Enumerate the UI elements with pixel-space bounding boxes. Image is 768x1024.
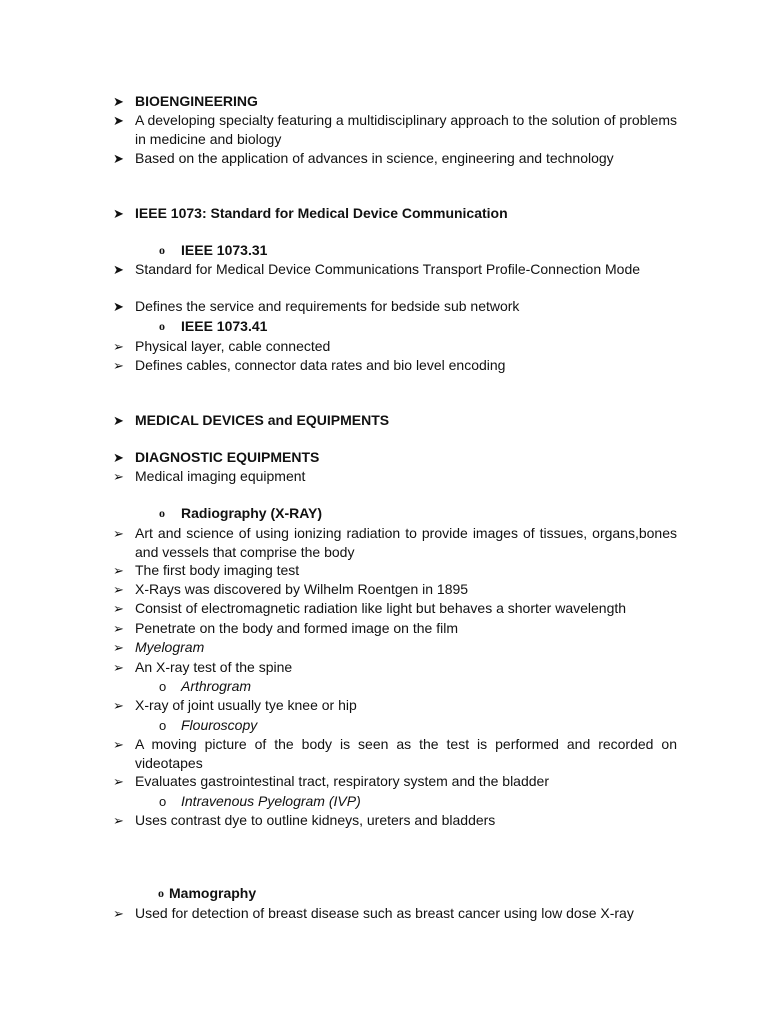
circle-bullet-icon: o xyxy=(159,506,165,520)
list-item xyxy=(113,811,677,830)
bullet-arrow-icon: ➤ xyxy=(113,206,124,221)
bullet-arrow-outline-icon: ➢ xyxy=(113,640,124,655)
subheading-text: Arthrogram xyxy=(181,678,252,694)
list-item-text: X-ray of joint usually tye knee or hip xyxy=(135,697,357,713)
circle-bullet-icon: o xyxy=(159,319,165,333)
list-item xyxy=(113,619,677,638)
bullet-arrow-outline-icon: ➢ xyxy=(113,698,124,713)
bullet-arrow-outline-icon: ➢ xyxy=(113,339,124,354)
list-item-text: Physical layer, cable connected xyxy=(135,338,331,354)
subheading-text: Flouroscopy xyxy=(181,717,258,733)
heading-ieee-1073 xyxy=(113,204,677,223)
subheading-text: Intravenous Pyelogram (IVP) xyxy=(181,793,361,809)
bullet-arrow-icon: ➤ xyxy=(113,262,124,277)
subheading-text: IEEE 1073.41 xyxy=(181,318,268,334)
list-item-text: X-Rays was discovered by Wilhelm Roentgen in 1895 xyxy=(135,581,469,597)
list-item-text: Used for detection of breast disease such as breast cancer using low dose X-ray xyxy=(135,905,634,921)
list-item-text: Evaluates gastrointestinal tract, respiratory system and the bladder xyxy=(135,773,549,789)
list-item-myelogram xyxy=(113,638,677,657)
list-item-text: Defines the service and requirements for bedside sub network xyxy=(135,298,520,314)
list-item xyxy=(113,297,677,316)
subheading-ieee-1073-31 xyxy=(159,241,267,260)
list-item xyxy=(113,561,677,580)
bullet-arrow-outline-icon: ➢ xyxy=(113,601,124,616)
bullet-arrow-outline-icon: ➢ xyxy=(113,660,124,675)
list-item-text: Myelogram xyxy=(135,639,205,655)
heading-text: MEDICAL DEVICES and EQUIPMENTS xyxy=(135,412,390,428)
list-item-text: Medical imaging equipment xyxy=(135,468,306,484)
subheading-flouroscopy xyxy=(159,716,257,735)
heading-medical-devices xyxy=(113,411,677,430)
circle-bullet-icon: o xyxy=(159,243,165,257)
subheading-ieee-1073-41 xyxy=(159,317,267,336)
bullet-arrow-outline-icon: ➢ xyxy=(113,906,124,921)
list-item xyxy=(113,524,677,562)
list-item xyxy=(113,580,677,599)
list-item xyxy=(113,696,677,715)
bullet-arrow-icon: ➤ xyxy=(113,151,124,166)
list-item xyxy=(113,111,677,149)
bullet-arrow-outline-icon: ➢ xyxy=(113,358,124,373)
circle-bullet-icon: o xyxy=(159,679,167,694)
circle-bullet-icon: o xyxy=(159,794,167,809)
list-item xyxy=(113,658,677,677)
list-item xyxy=(113,356,677,375)
subheading-radiography xyxy=(159,504,322,523)
bullet-arrow-outline-icon: ➢ xyxy=(113,813,124,828)
list-item xyxy=(113,599,677,618)
bullet-arrow-icon: ➤ xyxy=(113,450,124,465)
bullet-arrow-outline-icon: ➢ xyxy=(113,582,124,597)
list-item-text: Uses contrast dye to outline kidneys, ureters and bladders xyxy=(135,812,496,828)
bullet-arrow-icon: ➤ xyxy=(113,299,124,314)
list-item-text: Art and science of using ionizing radiation to provide images of tissues, organs,bones and vessels that comprise the body xyxy=(135,525,677,560)
list-item xyxy=(113,772,677,791)
bullet-arrow-outline-icon: ➢ xyxy=(113,526,124,541)
bullet-arrow-outline-icon: ➢ xyxy=(113,621,124,636)
list-item-text: An X-ray test of the spine xyxy=(135,659,293,675)
bullet-arrow-icon: ➤ xyxy=(113,94,124,109)
subheading-arthrogram xyxy=(159,677,251,696)
circle-bullet-icon: o xyxy=(159,718,167,733)
heading-text: BIOENGINEERING xyxy=(135,93,258,109)
bullet-arrow-icon: ➤ xyxy=(113,113,124,128)
subheading-ivp xyxy=(159,792,361,811)
list-item xyxy=(113,260,677,279)
subheading-text: Radiography (X-RAY) xyxy=(181,505,323,521)
bullet-arrow-icon: ➤ xyxy=(113,413,124,428)
list-item-text: The first body imaging test xyxy=(135,562,300,578)
list-item-text: Defines cables, connector data rates and bio level encoding xyxy=(135,357,506,373)
bullet-arrow-outline-icon: ➢ xyxy=(113,737,124,752)
list-item-text: A moving picture of the body is seen as the test is performed and recorded on videotapes xyxy=(135,736,677,771)
heading-diagnostic-equipments xyxy=(113,448,677,467)
heading-bioengineering xyxy=(113,92,677,111)
bullet-arrow-outline-icon: ➢ xyxy=(113,774,124,789)
list-item-text: Based on the application of advances in science, engineering and technology xyxy=(135,150,614,166)
list-item xyxy=(113,904,677,923)
subheading-text: IEEE 1073.31 xyxy=(181,242,268,258)
circle-bullet-icon: o xyxy=(158,886,164,900)
list-item xyxy=(113,337,677,356)
bullet-arrow-outline-icon: ➢ xyxy=(113,563,124,578)
list-item xyxy=(113,149,677,168)
list-item xyxy=(113,735,677,773)
list-item-text: Consist of electromagnetic radiation like light but behaves a shorter wavelength xyxy=(135,600,627,616)
list-item-text: Standard for Medical Device Communications Transport Profile-Connection Mode xyxy=(135,261,641,277)
bullet-arrow-outline-icon: ➢ xyxy=(113,469,124,484)
list-item-text: A developing specialty featuring a multidisciplinary approach to the solution of problems in medicine and biology xyxy=(135,112,677,147)
heading-text: IEEE 1073: Standard for Medical Device Communication xyxy=(135,205,508,221)
list-item-text: Penetrate on the body and formed image on the film xyxy=(135,620,458,636)
subheading-text: Mamography xyxy=(169,885,257,901)
heading-text: DIAGNOSTIC EQUIPMENTS xyxy=(135,449,320,465)
list-item xyxy=(113,467,677,486)
subheading-mamography xyxy=(158,884,256,903)
